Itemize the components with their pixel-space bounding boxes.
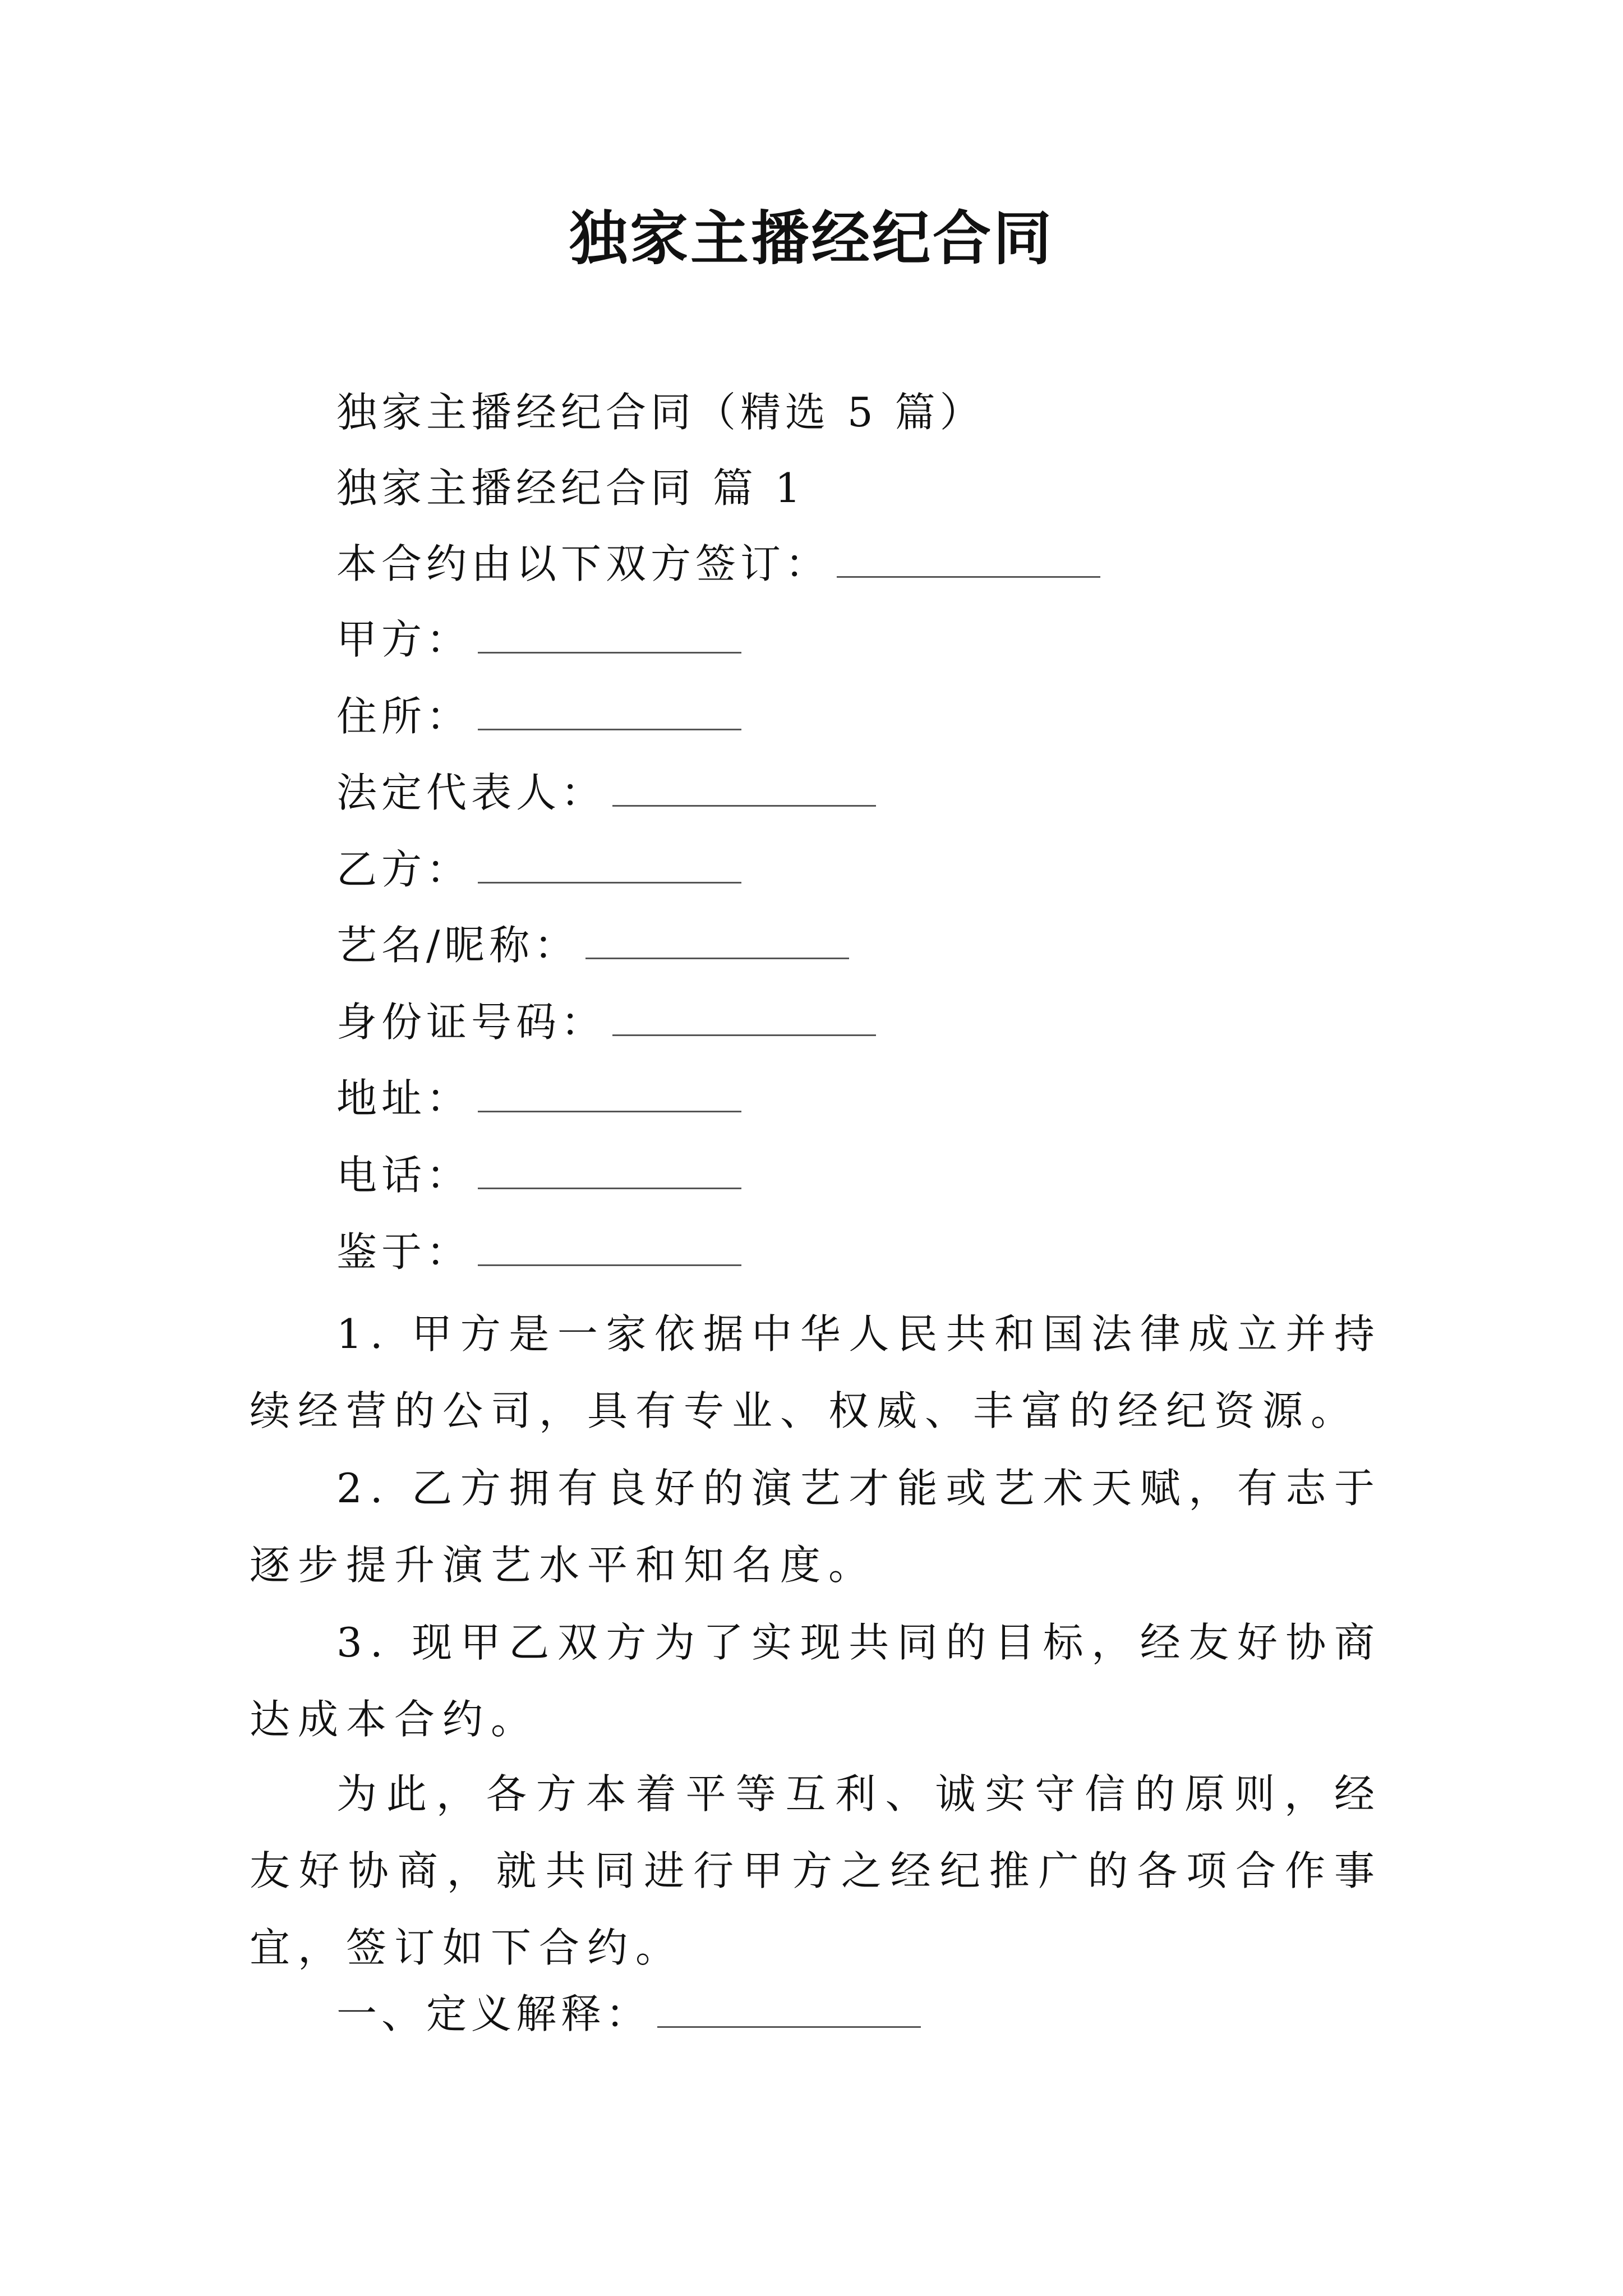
field-label: 身份证号码：: [336, 999, 606, 1046]
paragraph-4: 为此，各方本着平等互利、诚实守信的原则，经友好协商，就共同进行甲方之经纪推广的各项合作事宜，签订如下合约。: [250, 1770, 1382, 1971]
blank-line: [478, 880, 741, 884]
blank-line: [478, 1108, 741, 1112]
blank-line: [478, 1262, 741, 1266]
subtitle: 独家主播经纪合同（精选 5 篇）: [336, 389, 985, 436]
field-label: 甲方：: [336, 616, 472, 663]
blank-line: [478, 726, 741, 730]
blank-line: [478, 650, 741, 654]
blank-line: [585, 955, 849, 959]
paragraph-3: 3. 现甲乙双方为了实现共同的目标，经友好协商达成本合约。: [250, 1619, 1382, 1743]
paragraph-2: 2. 乙方拥有良好的演艺才能或艺术天赋，有志于逐步提升演艺水平和知名度。: [250, 1465, 1382, 1589]
field-id-number: [336, 997, 876, 1047]
field-label: 地址：: [336, 1075, 472, 1122]
blank-line: [612, 803, 876, 807]
blank-line: [657, 2024, 921, 2028]
section-heading: 独家主播经纪合同 篇 1: [336, 464, 805, 512]
field-party-b: [336, 844, 741, 895]
field-label: 电话：: [336, 1152, 472, 1199]
field-label: 一、定义解释：: [336, 1990, 651, 2037]
field-parties: [336, 539, 1100, 589]
field-label: 艺名/昵称：: [336, 922, 579, 969]
field-label: 本合约由以下双方签订：: [336, 540, 831, 587]
field-legal-representative: [336, 767, 876, 818]
field-label: 住所：: [336, 693, 472, 740]
blank-line: [837, 574, 1100, 578]
field-phone: [336, 1150, 741, 1200]
paragraph-1: 1. 甲方是一家依据中华人民共和国法律成立并持续经营的公司，具有专业、权威、丰富的经纪资源。: [250, 1310, 1382, 1434]
field-label: 鉴于：: [336, 1228, 472, 1276]
field-whereas: [336, 1227, 741, 1277]
blank-line: [478, 1185, 741, 1189]
document-title: 独家主播经纪合同: [569, 204, 1054, 273]
field-address: [336, 1073, 741, 1124]
field-party-a: [336, 614, 741, 665]
field-stage-name: [336, 920, 849, 970]
field-definitions: [336, 1989, 921, 2039]
field-label: 法定代表人：: [336, 769, 606, 816]
blank-line: [612, 1032, 876, 1036]
field-residence: [336, 691, 741, 742]
field-label: 乙方：: [336, 846, 472, 893]
